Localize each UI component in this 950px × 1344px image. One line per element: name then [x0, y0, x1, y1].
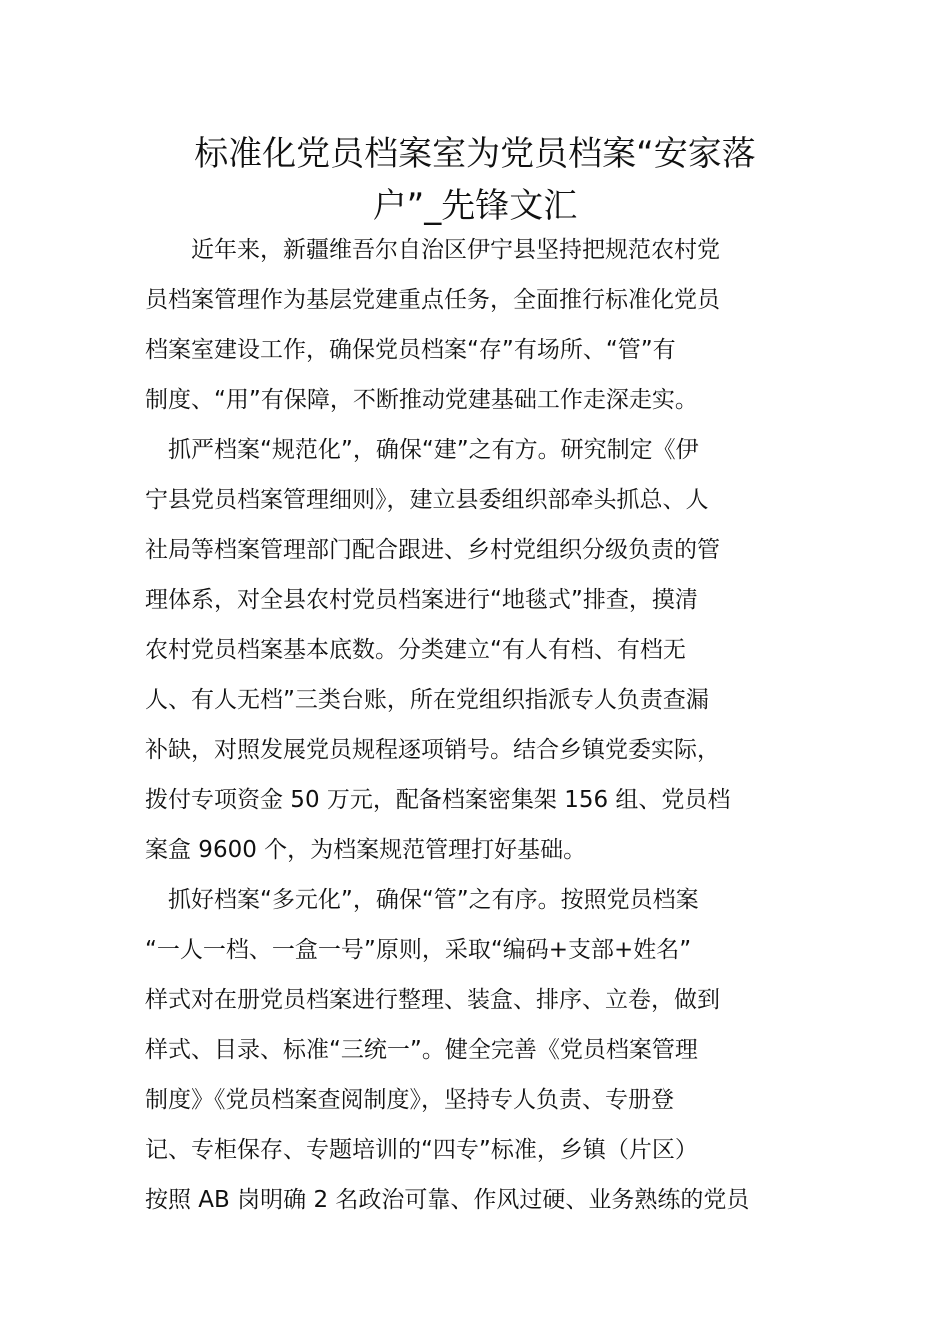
body-line: 人、有人无档”三类台账，所在党组织指派专人负责查漏 [145, 687, 709, 713]
body-line: 近年来，新疆维吾尔自治区伊宁县坚持把规范农村党 [145, 237, 720, 263]
body-line: 记、专柜保存、专题培训的“四专”标准，乡镇（片区） [145, 1137, 698, 1163]
body-line: 理体系，对全县农村党员档案进行“地毯式”排查，摸清 [145, 587, 698, 613]
body-line: 案盒 9600 个，为档案规范管理打好基础。 [145, 837, 587, 863]
body-line: 抓严档案“规范化”，确保“建”之有方。研究制定《伊 [145, 437, 699, 463]
body-line: 按照 AB 岗明确 2 名政治可靠、作风过硬、业务熟练的党员 [145, 1187, 750, 1213]
title-line-1: 标准化党员档案室为党员档案“安家落 [194, 134, 756, 174]
body-line: 档案室建设工作，确保党员档案“存”有场所、“管”有 [145, 337, 676, 363]
body-line: 抓好档案“多元化”，确保“管”之有序。按照党员档案 [145, 887, 699, 913]
body-line: 拨付专项资金 50 万元，配备档案密集架 156 组、党员档 [145, 787, 731, 813]
body-line: 员档案管理作为基层党建重点任务，全面推行标准化党员 [145, 287, 720, 313]
body-line: 样式、目录、标准“三统一”。健全完善《党员档案管理 [145, 1037, 698, 1063]
body-line: 农村党员档案基本底数。分类建立“有人有档、有档无 [145, 637, 686, 663]
body-line: “一人一档、一盒一号”原则，采取“编码+支部+姓名” [145, 937, 692, 963]
body-line: 样式对在册党员档案进行整理、装盒、排序、立卷，做到 [145, 987, 720, 1013]
body-line: 补缺，对照发展党员规程逐项销号。结合乡镇党委实际， [145, 737, 720, 763]
document-title [140, 128, 810, 232]
body-line: 制度、“用”有保障，不断推动党建基础工作走深走实。 [145, 387, 698, 413]
body-line: 社局等档案管理部门配合跟进、乡村党组织分级负责的管 [145, 537, 720, 563]
body-line: 制度》《党员档案查阅制度》，坚持专人负责、专册登 [145, 1087, 674, 1113]
title-line-2: 户”_先锋文汇 [372, 186, 578, 226]
body-line: 宁县党员档案管理细则》，建立县委组织部牵头抓总、人 [145, 487, 709, 513]
